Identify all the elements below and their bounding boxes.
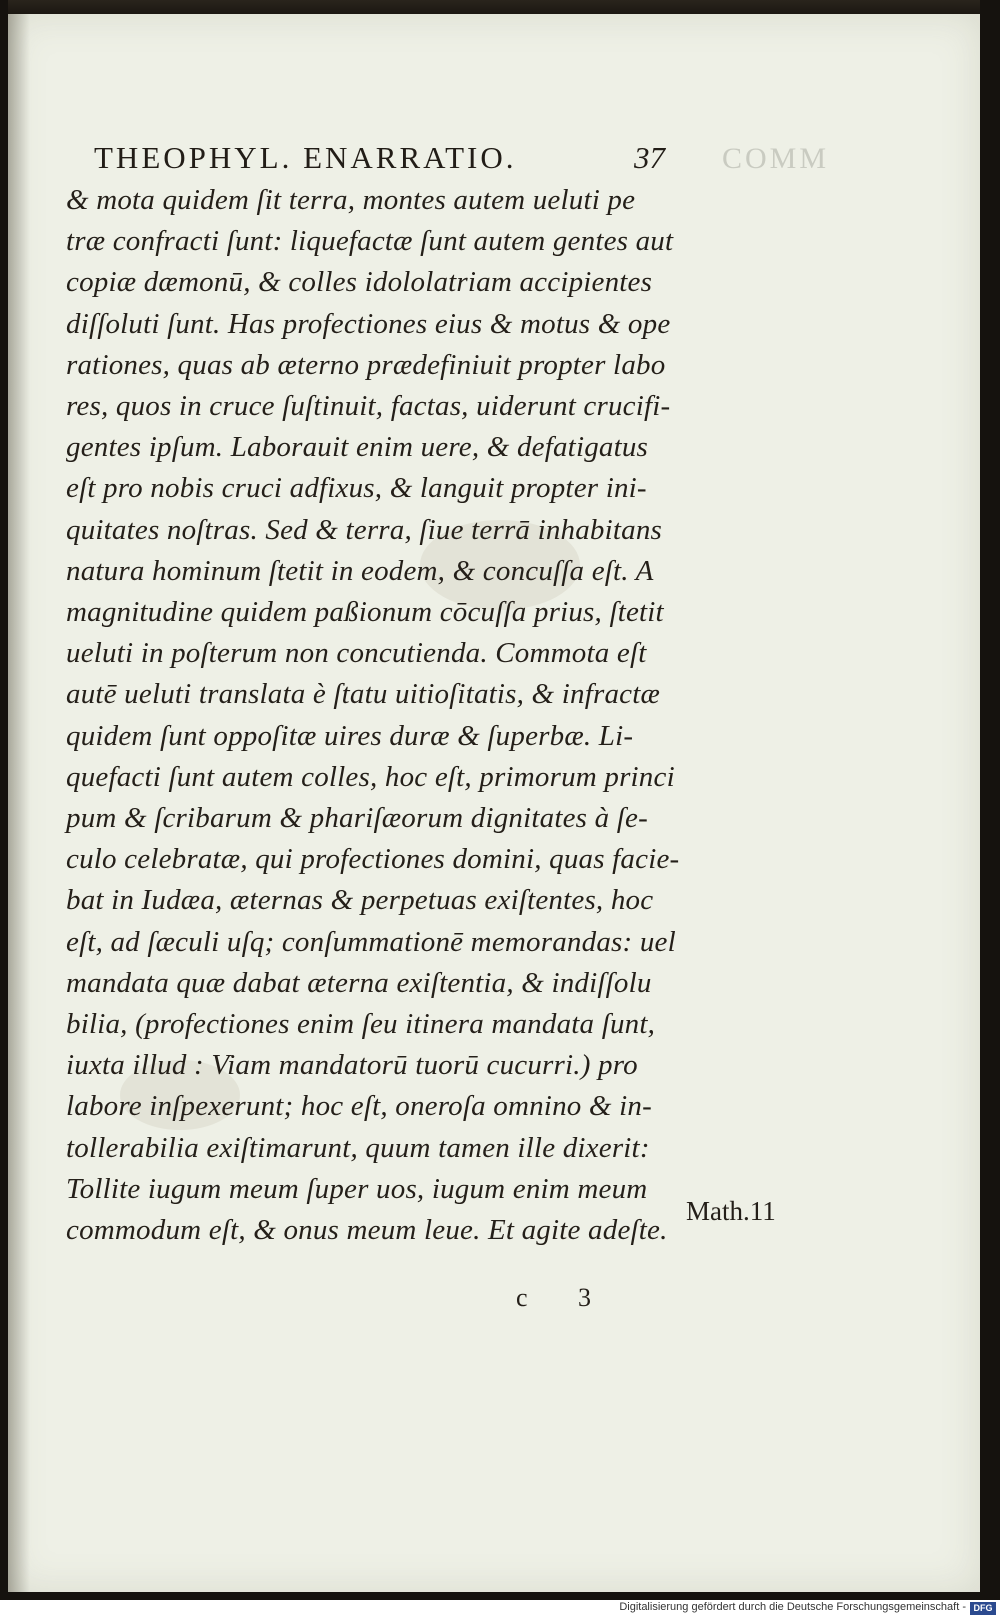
text-line: Tollite iugum meum ſuper uos, iugum enim meum	[66, 1172, 648, 1205]
marginal-note: Math.11	[686, 1196, 776, 1226]
signature-mark: c 3	[516, 1283, 614, 1312]
text-line: bat in Iudæa, æternas & perpetuas exiſtentes, hoc	[66, 884, 654, 917]
text-line: ueluti in poſterum non concutienda. Commota eſt	[66, 637, 647, 670]
text-line: mandata quæ dabat æterna exiſtentia, & indiſſolu	[66, 966, 652, 999]
gutter-shadow	[8, 14, 30, 1592]
text-line: culo celebratæ, qui profectiones domini, quas facie-	[66, 843, 680, 876]
text-line: copiæ dæmonū, & colles idololatriam accipientes	[66, 266, 653, 299]
text-line: quidem ſunt oppoſitæ uires duræ & ſuperbæ. Li-	[66, 719, 634, 752]
text-line: natura hominum ſtetit in eodem, & concuſſa eſt. A	[66, 554, 654, 587]
text-line: iuxta illud : Viam mandatorū tuorū cucurri.) pro	[66, 1049, 638, 1082]
bleed-through-text: COMM	[722, 142, 830, 175]
text-line: autē ueluti translata è ſtatu uitioſitatis, & infractæ	[66, 678, 661, 711]
text-line: diſſoluti ſunt. Has profectiones eius & motus & ope	[66, 307, 671, 340]
running-head: THEOPHYL. ENARRATIO.	[94, 140, 517, 175]
text-line: quitates noſtras. Sed & terra, ſiue terrā inhabitans	[66, 513, 663, 546]
text-line: labore inſpexerunt; hoc eſt, oneroſa omnino & in-	[66, 1090, 652, 1123]
dfg-logo: DFG	[970, 1602, 996, 1615]
text-line: bilia, (profectiones enim ſeu itinera mandata ſunt,	[66, 1008, 656, 1040]
page-number: 37	[634, 140, 665, 175]
text-line: res, quos in cruce ſuſtinuit, factas, uiderunt crucifi-	[66, 390, 671, 422]
text-line: træ confracti ſunt: liquefactæ ſunt autem gentes aut	[66, 225, 674, 258]
text-line: eſt pro nobis cruci adfixus, & languit propter ini-	[66, 472, 647, 505]
footer-credit: Digitalisierung gefördert durch die Deutsche Forschungsgemeinschaft -	[619, 1601, 966, 1613]
text-line: commodum eſt, & onus meum leue. Et agite adeſte.	[66, 1214, 668, 1246]
text-line: rationes, quas ab æterno prædefiniuit propter labo	[66, 348, 666, 381]
text-line: & mota quidem ſit terra, montes autem ueluti pe	[66, 184, 636, 216]
text-line: magnitudine quidem paßionum cōcuſſa prius, ſtetit	[66, 596, 664, 628]
text-line: pum & ſcribarum & phariſæorum dignitates à ſe-	[66, 802, 648, 834]
text-line: gentes ipſum. Laborauit enim uere, & defatigatus	[66, 431, 649, 464]
text-line: eſt, ad ſæculi uſq; conſummationē memorandas: uel	[66, 925, 676, 958]
text-line: quefacti ſunt autem colles, hoc eſt, primorum princi	[66, 760, 675, 793]
text-line: tollerabilia exiſtimarunt, quum tamen ille dixerit:	[66, 1131, 650, 1164]
